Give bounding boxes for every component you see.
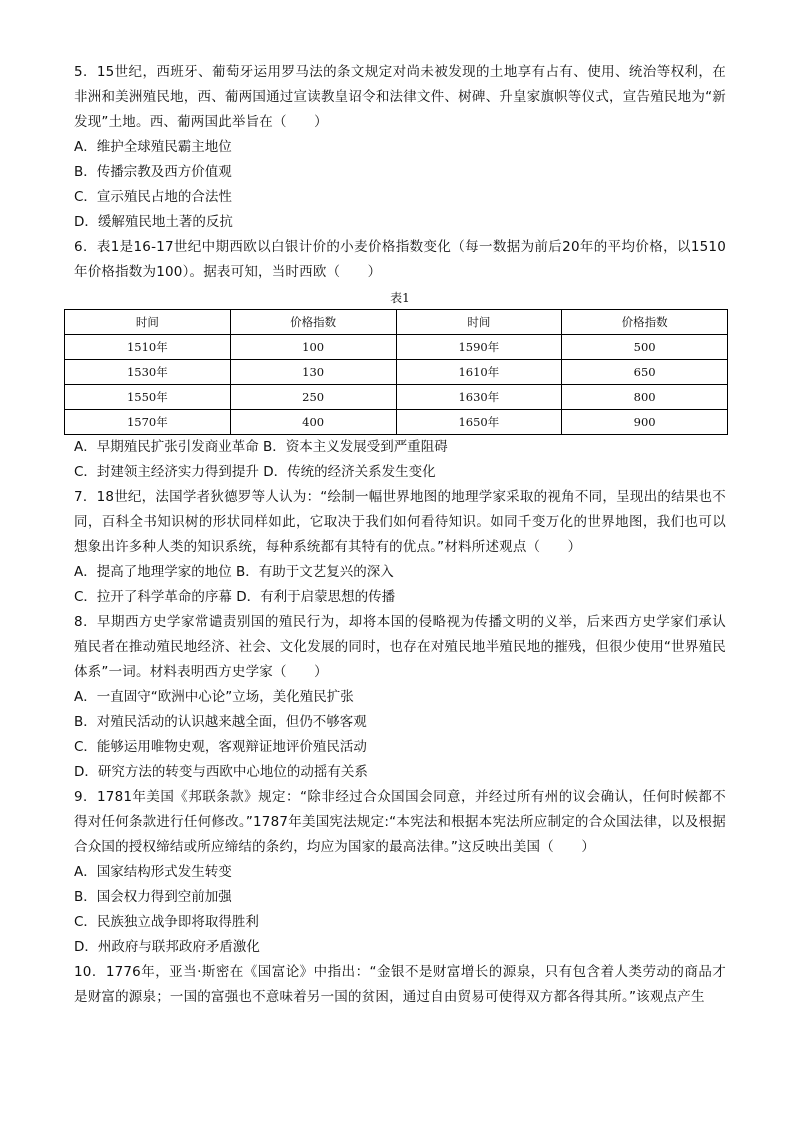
- question-5-stem: 5．15世纪，西班牙、葡萄牙运用罗马法的条文规定对尚未被发现的土地享有占有、使用、统治等权利，在非洲和美洲殖民地，西、葡两国通过宣读教皇诏令和法律文件、树碑、升皇家旗帜等仪式，宣告殖民地为“新发现”土地。西、葡两国此举旨在（ ）: [74, 64, 726, 130]
- exam-page: [74, 60, 726, 1010]
- question-8-option-a: A．一直固守“欧洲中心论”立场，美化殖民扩张: [74, 689, 354, 705]
- question-8-option-b: B．对殖民活动的认识越来越全面，但仍不够客观: [74, 714, 367, 730]
- price-index-table: [64, 309, 728, 435]
- table-cell: 1610年: [396, 360, 562, 385]
- question-8-stem: 8．早期西方史学家常谴责别国的殖民行为，却将本国的侵略视为传播文明的义举，后来西方史学家们承认殖民者在推动殖民地经济、社会、文化发展的同时，也存在对殖民地半殖民地的摧残，但很少使用“世界殖民体系”一词。材料表明西方史学家（ ）: [74, 614, 726, 680]
- question-9-stem: 9．1781年美国《邦联条款》规定：“除非经过合众国国会同意，并经过所有州的议会确认，任何时候都不得对任何条款进行任何修改。”1787年美国宪法规定:“本宪法和根据本宪法所应制定的合众国法律，以及根据合众国的授权缔结或所应缔结的条约，均应为国家的最高法律。”这反映出美国（ ）: [74, 789, 726, 855]
- table-cell: 650: [562, 360, 728, 385]
- question-7-options-cd: C．拉开了科学革命的序幕 D．有利于启蒙思想的传播: [74, 589, 396, 605]
- table-cell: 100: [230, 335, 396, 360]
- question-9-option-c: C．民族独立战争即将取得胜利: [74, 914, 259, 930]
- table-header-cell: 时间: [396, 310, 562, 335]
- table-header-cell: 时间: [65, 310, 231, 335]
- table-cell: 400: [230, 410, 396, 435]
- question-8-option-d: D．研究方法的转变与西欧中心地位的动摇有关系: [74, 764, 368, 780]
- table-header-cell: 价格指数: [562, 310, 728, 335]
- table-cell: 1630年: [396, 385, 562, 410]
- table-row: [65, 410, 728, 435]
- table-cell: 250: [230, 385, 396, 410]
- table-cell: 130: [230, 360, 396, 385]
- question-9-option-d: D．州政府与联邦政府矛盾激化: [74, 939, 260, 955]
- table-caption: 表1: [390, 291, 410, 305]
- question-7-options-ab: A．提高了地理学家的地位 B．有助于文艺复兴的深入: [74, 564, 394, 580]
- table-header-row: [65, 310, 728, 335]
- table-row: [65, 335, 728, 360]
- table-cell: 500: [562, 335, 728, 360]
- table-cell: 800: [562, 385, 728, 410]
- question-7-stem: 7．18世纪，法国学者狄德罗等人认为：“绘制一幅世界地图的地理学家采取的视角不同，呈现出的结果也不同，百科全书知识树的形状同样如此，它取决于我们如何看待知识。如同千变万化的世界地图，我们也可以想象出许多种人类的知识系统，每种系统都有其特有的优点。”材料所述观点（ ）: [74, 489, 726, 555]
- table-cell: 1650年: [396, 410, 562, 435]
- question-5-option-c: C．宣示殖民占地的合法性: [74, 189, 232, 205]
- table-cell: 1570年: [65, 410, 231, 435]
- table-cell: 1530年: [65, 360, 231, 385]
- question-6-options-ab: A．早期殖民扩张引发商业革命 B．资本主义发展受到严重阻碍: [74, 439, 448, 455]
- table-cell: 1590年: [396, 335, 562, 360]
- question-8-option-c: C．能够运用唯物史观，客观辩证地评价殖民活动: [74, 739, 367, 755]
- question-6-options-cd: C．封建领主经济实力得到提升 D．传统的经济关系发生变化: [74, 464, 436, 480]
- question-9-option-a: A．国家结构形式发生转变: [74, 864, 232, 880]
- table-cell: 900: [562, 410, 728, 435]
- question-10-stem: 10．1776年，亚当·斯密在《国富论》中指出：“金银不是财富增长的源泉，只有包含着人类劳动的商品才是财富的源泉；一国的富强也不意味着另一国的贫困，通过自由贸易可使得双方都各得其所。”该观点产生: [74, 964, 726, 1005]
- table-cell: 1550年: [65, 385, 231, 410]
- question-5-option-d: D．缓解殖民地土著的反抗: [74, 214, 233, 230]
- table-cell: 1510年: [65, 335, 231, 360]
- table-header-cell: 价格指数: [230, 310, 396, 335]
- table-row: [65, 385, 728, 410]
- table-row: [65, 360, 728, 385]
- question-6-stem: 6．表1是16-17世纪中期西欧以白银计价的小麦价格指数变化（每一数据为前后20年的平均价格，以1510年价格指数为100）。据表可知，当时西欧（ ）: [74, 239, 726, 280]
- question-9-option-b: B．国会权力得到空前加强: [74, 889, 232, 905]
- question-5-option-a: A．维护全球殖民霸主地位: [74, 139, 232, 155]
- question-5-option-b: B．传播宗教及西方价值观: [74, 164, 232, 180]
